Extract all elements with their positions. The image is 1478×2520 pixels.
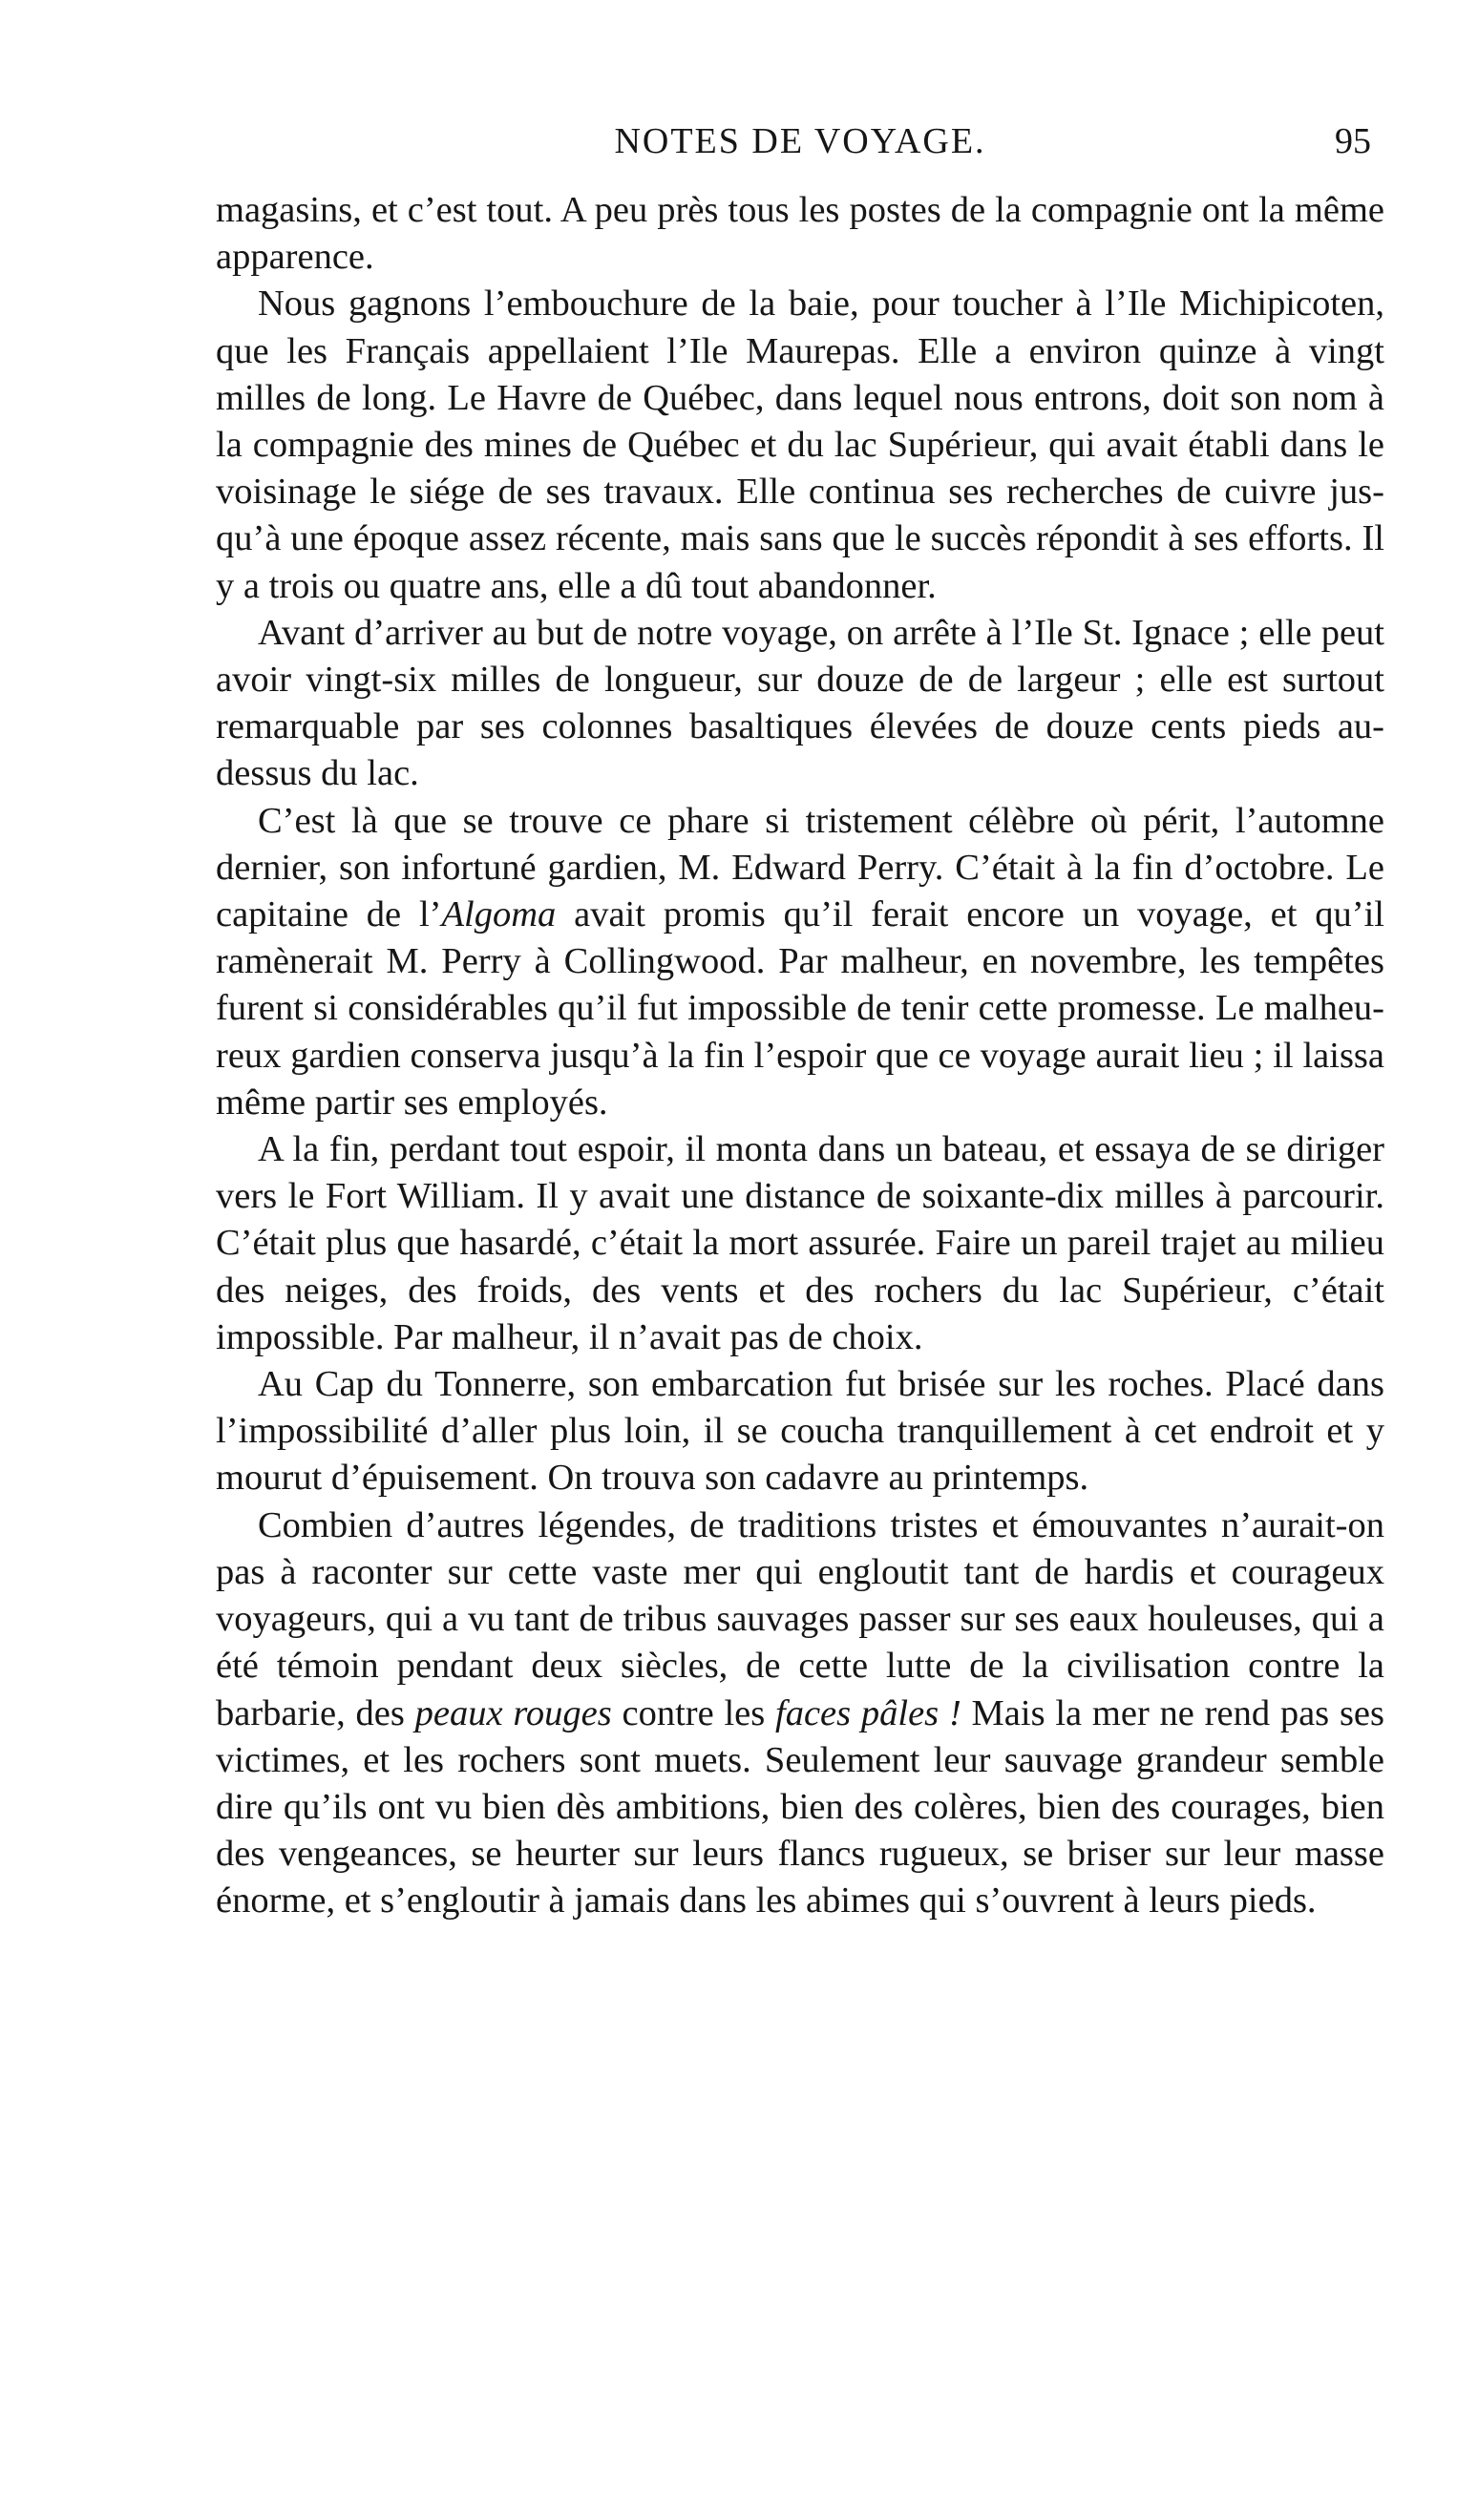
paragraph-7-text-start: Combien d’autres légendes, de traditions tristes et émouvantes n’aurait-on pas à raconter sur cette vaste mer qui engloutit tant de hardis et courageux voyageurs, qui a vu tant de tribus sauvages passer sur ses eaux houleuses, qui a été témoin pendant deux siècles, de cette lutte de la civilisation contre la barbarie, des: [216, 1504, 1384, 1733]
paragraph-6: Au Cap du Tonnerre, son embarcation fut brisée sur les roches. Placé dans l’impossibilité d’aller plus loin, il se coucha tranquillement à cet endroit et y mourut d’épuisement. On trouva son cadavre au printemps.: [216, 1364, 1384, 1499]
ship-name: Algoma: [441, 894, 557, 935]
body-text: [216, 187, 1384, 1925]
paragraph-4-text-start: C’est là que se trouve ce phare si tristement célèbre où périt, l’automne dernier, son infortuné gardien, M. Edward Perry. C’était à la fin d’octobre. Le capitaine de l’: [216, 800, 1384, 935]
paragraph-7-text-middle: contre les: [611, 1692, 776, 1733]
italic-term-peaux-rouges: peaux rouges: [414, 1692, 612, 1733]
running-head: [218, 113, 1383, 170]
page-number: 95: [1335, 121, 1371, 161]
paragraph-5: A la fin, perdant tout espoir, il monta dans un bateau, et essaya de se diriger vers le Fort William. Il y avait une distance de soixante-dix milles à parcourir. C’était plus que hasardé, c’était la mort assurée. Faire un pareil trajet au milieu des neiges, des froids, des vents et des rochers du lac Supérieur, c’était impossible. Par malheur, il n’avait pas de choix.: [216, 1129, 1384, 1357]
paragraph-2: Nous gagnons l’embouchure de la baie, pour toucher à l’Ile Michipicoten, que les Français appellaient l’Ile Maurepas. Elle a environ quinze à vingt milles de long. Le Havre de Québec, dans lequel nous entrons, doit son nom à la compagnie des mines de Québec et du lac Supérieur, qui avait établi dans le voisinage le siége de ses travaux. Elle continua ses recherches de cuivre jusqu’à une époque assez récente, mais sans que le succès répondit à ses efforts. Il y a trois ou quatre ans, elle a dû tout abandonner.: [216, 284, 1384, 606]
paragraph-4-text-end: avait promis qu’il ferait encore un voyage, et qu’il ramènerait M. Perry à Collingwood. Par malheur, en novembre, les tempêtes furent si considérables qu’il fut impossible de tenir cette promesse. Le malheureux gardien conserva jusqu’à la fin l’espoir que ce voyage aurait lieu ; il laissa même partir ses employés.: [216, 894, 1384, 1123]
paragraph-4: [216, 798, 1384, 1126]
paragraph-7-text-end: Mais la mer ne rend pas ses victimes, et les rochers sont muets. Seulement leur sauvage grandeur semble dire qu’ils ont vu bien dès ambitions, bien des colères, bien des courages, bien des vengeances, se heurter sur leurs flancs rugueux, se briser sur leur masse énorme, et s’engloutir à jamais dans les abimes qui s’ouvrent à leurs pieds.: [216, 1692, 1384, 1922]
italic-term-faces-pales: faces pâles !: [775, 1692, 961, 1733]
paragraph-7: [216, 1502, 1384, 1925]
running-title: NOTES DE VOYAGE.: [614, 121, 986, 161]
paragraph-3: Avant d’arriver au but de notre voyage, on arrête à l’Ile St. Ignace ; elle peut avoir vingt-six milles de longueur, sur douze de de largeur ; elle est surtout remarquable par ses colonnes basaltiques élevées de douze cents pieds au-dessus du lac.: [216, 612, 1384, 794]
paragraph-1: magasins, et c’est tout. A peu près tous les postes de la compagnie ont la même apparence.: [216, 190, 1384, 278]
